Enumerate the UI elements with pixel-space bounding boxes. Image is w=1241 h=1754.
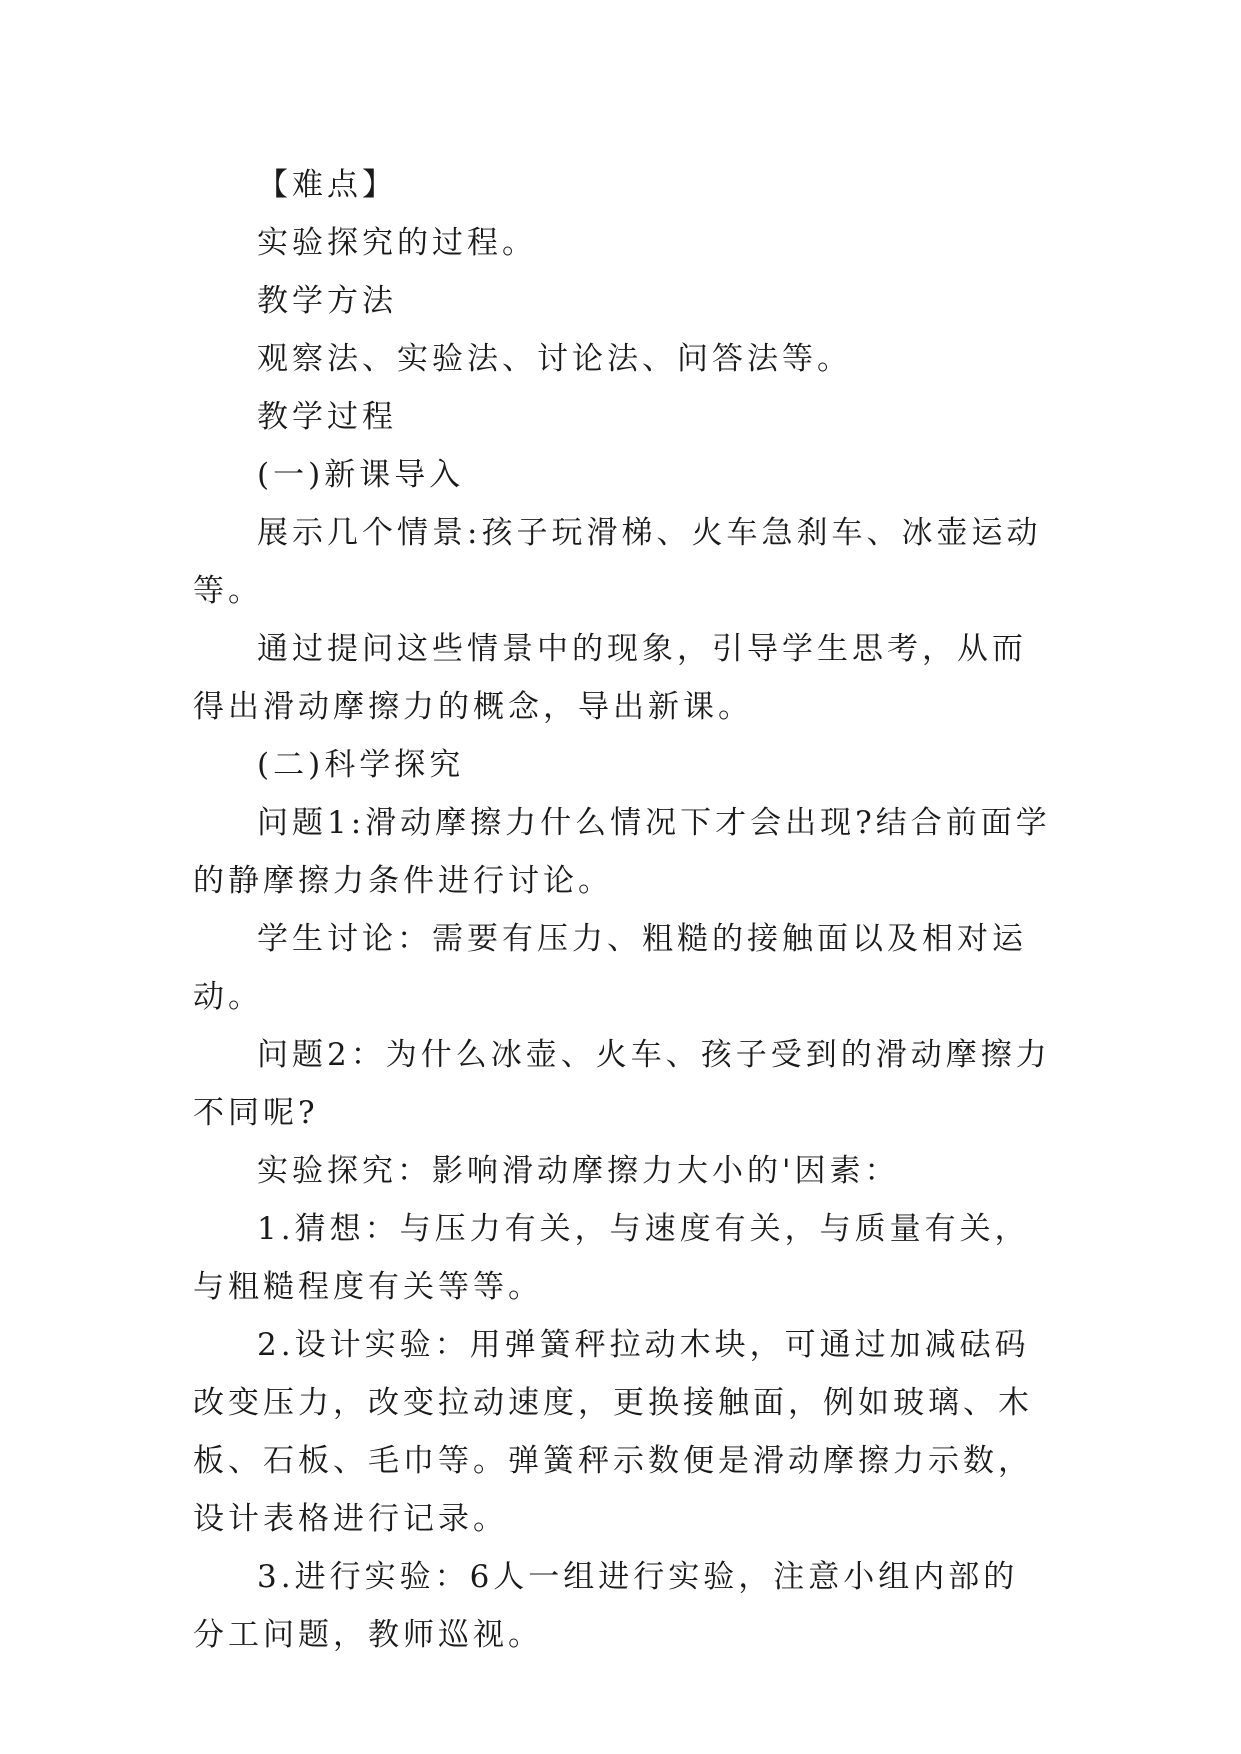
heading-teaching-process: 教学过程 <box>257 399 397 435</box>
document-body <box>193 156 1053 1664</box>
list-item: 2.设计实验：用弹簧秤拉动木块，可通过加减砝码改变压力，改变拉动速度，更换接触面，例如玻璃、木板、石板、毛巾等。弹簧秤示数便是滑动摩擦力示数，设计表格进行记录。 <box>193 1327 1033 1537</box>
paragraph: 观察法、实验法、讨论法、问答法等。 <box>257 341 852 377</box>
paragraph: 问题2：为什么冰壶、火车、孩子受到的滑动摩擦力不同呢? <box>193 1037 1051 1131</box>
paragraph: 实验探究：影响滑动摩擦力大小的'因素： <box>257 1153 900 1189</box>
paragraph: 实验探究的过程。 <box>257 225 537 261</box>
paragraph: 学生讨论：需要有压力、粗糙的接触面以及相对运动。 <box>193 921 1027 1015</box>
paragraph: 通过提问这些情景中的现象，引导学生思考，从而得出滑动摩擦力的概念，导出新课。 <box>193 631 1027 725</box>
heading-difficulty: 【难点】 <box>257 167 397 203</box>
heading-teaching-method: 教学方法 <box>257 283 397 319</box>
section-heading-intro: (一)新课导入 <box>257 457 465 493</box>
section-heading-inquiry: (二)科学探究 <box>257 747 465 783</box>
list-item: 1.猜想：与压力有关，与速度有关，与质量有关，与粗糙程度有关等等。 <box>193 1211 1030 1305</box>
paragraph: 展示几个情景:孩子玩滑梯、火车急刹车、冰壶运动等。 <box>193 515 1042 609</box>
list-item: 3.进行实验：6人一组进行实验，注意小组内部的分工问题，教师巡视。 <box>193 1559 1019 1653</box>
paragraph: 问题1:滑动摩擦力什么情况下才会出现?结合前面学的静摩擦力条件进行讨论。 <box>193 805 1051 899</box>
